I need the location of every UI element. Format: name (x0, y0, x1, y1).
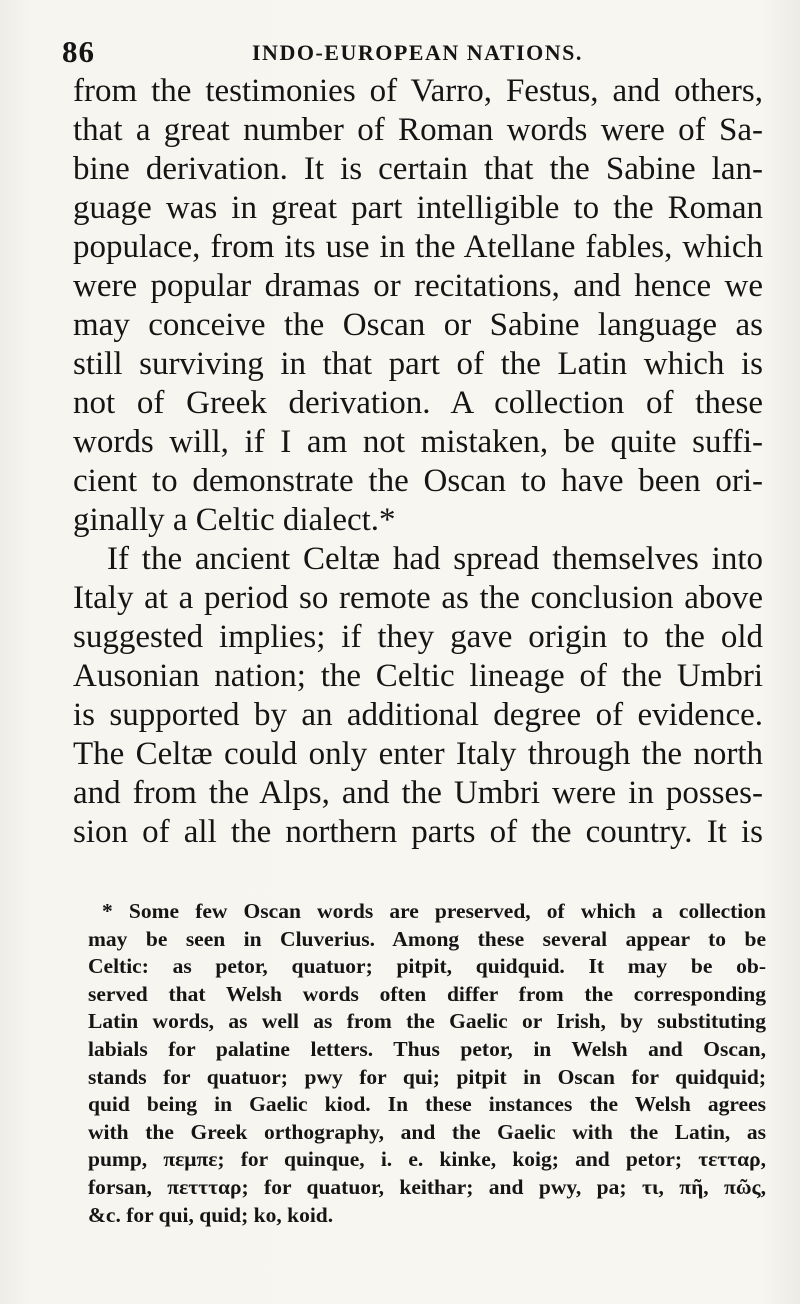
text-line: words will, if I am not mistaken, be quite suffi- (73, 424, 763, 460)
page-number: 86 (62, 34, 95, 69)
running-head: INDO-EUROPEAN NATIONS. (252, 40, 583, 65)
footnote-line: forsan, πεττταρ; for quatuor, keithar; and pwy, pa; τι, πῆ, πῶς, (88, 1174, 766, 1199)
footnote-line: quid being in Gaelic kiod. In these instances the Welsh agrees (88, 1092, 766, 1117)
footnote-line: Latin words, as well as from the Gaelic or Irish, by substituting (88, 1009, 766, 1034)
text-line: cient to demonstrate the Oscan to have been ori- (73, 463, 763, 499)
text-line: may conceive the Oscan or Sabine language as (73, 307, 763, 343)
text-line: If the ancient Celtæ had spread themselves into (107, 541, 763, 577)
text-line: is supported by an additional degree of evidence. (73, 697, 763, 733)
footnote-line: labials for palatine letters. Thus petor, in Welsh and Oscan, (88, 1036, 766, 1061)
text-line: from the testimonies of Varro, Festus, and others, (73, 73, 763, 109)
text-line: guage was in great part intelligible to the Roman (73, 190, 763, 226)
footnote-line: pump, πεμπε; for quinque, i. e. kinke, koig; and petor; τετταρ, (88, 1147, 766, 1172)
text-line: sion of all the northern parts of the country. It is (73, 814, 763, 850)
footnote-line: may be seen in Cluverius. Among these several appear to be (88, 926, 766, 951)
page-header (62, 34, 762, 74)
text-line: were popular dramas or recitations, and hence we (73, 268, 763, 304)
text-line: bine derivation. It is certain that the Sabine lan- (73, 151, 763, 187)
text-line: and from the Alps, and the Umbri were in posses- (73, 775, 763, 811)
footnote-line: * Some few Oscan words are preserved, of which a collection (102, 899, 766, 923)
footnote-line: with the Greek orthography, and the Gaelic with the Latin, as (88, 1119, 766, 1144)
text-line: Italy at a period so remote as the conclusion above (73, 580, 763, 616)
footnote-line: Celtic: as petor, quatuor; pitpit, quidquid. It may be ob- (88, 954, 766, 979)
text-line: ginally a Celtic dialect.* (73, 502, 396, 538)
text-line: not of Greek derivation. A collection of these (73, 385, 763, 421)
text-line: Ausonian nation; the Celtic lineage of the Umbri (73, 658, 763, 694)
text-line: that a great number of Roman words were of Sa- (73, 112, 763, 148)
footnote-line: stands for quatuor; pwy for qui; pitpit in Oscan for quidquid; (88, 1064, 766, 1089)
text-line: populace, from its use in the Atellane fables, which (73, 229, 763, 265)
footnote-line: served that Welsh words often differ from the corresponding (88, 981, 766, 1006)
text-line: still surviving in that part of the Latin which is (73, 346, 763, 382)
footnote-line: &c. for qui, quid; ko, koid. (88, 1202, 334, 1227)
footnote (88, 898, 766, 1229)
main-text (73, 72, 763, 852)
text-line: suggested implies; if they gave origin to the old (73, 619, 763, 655)
text-line: The Celtæ could only enter Italy through the north (73, 736, 763, 772)
